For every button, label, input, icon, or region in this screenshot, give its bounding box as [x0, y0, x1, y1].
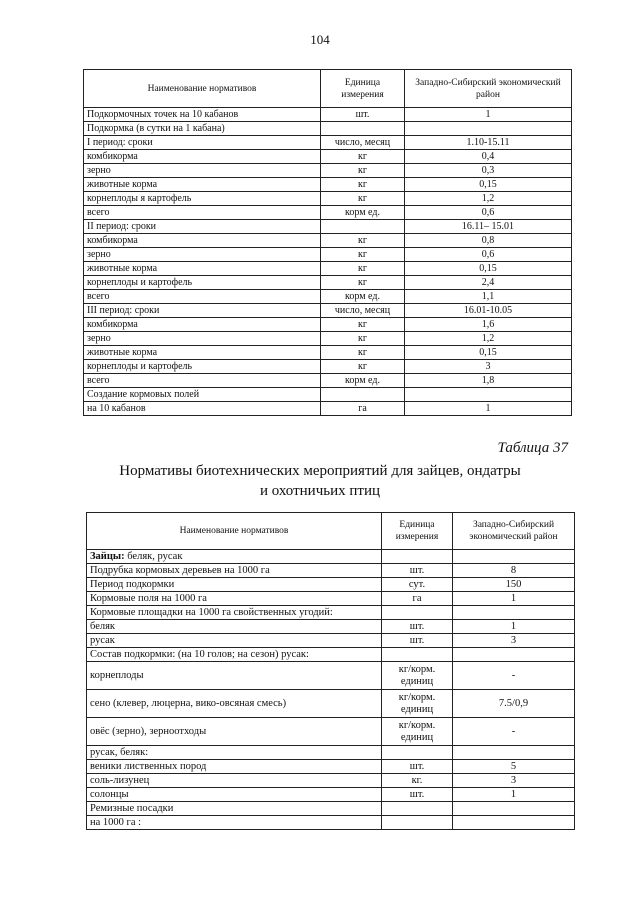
table-row — [84, 388, 572, 402]
table-row — [87, 606, 575, 620]
table-row — [87, 774, 575, 788]
unit-cell: шт. — [321, 108, 405, 122]
header-unit: Единица измерения — [321, 70, 405, 108]
value-cell: 1 — [405, 108, 572, 122]
header-region: Западно-Сибирский экономический район — [405, 70, 572, 108]
value-cell: 150 — [453, 578, 575, 592]
norm-name-cell: Кормовые поля на 1000 га — [87, 592, 382, 606]
unit-cell: сут. — [382, 578, 453, 592]
table-label: Таблица 37 — [497, 440, 568, 456]
unit-cell: кг/корм. единиц — [382, 662, 453, 690]
table-row — [84, 318, 572, 332]
section-species: беляк, русак — [124, 551, 183, 562]
norm-name-cell: солонцы — [87, 788, 382, 802]
norm-name-cell: всего — [84, 374, 321, 388]
norm-name-cell: комбикорма — [84, 318, 321, 332]
norm-name-cell: корнеплоды — [87, 662, 382, 690]
table-title — [0, 461, 640, 501]
norm-name-cell: Период подкормки — [87, 578, 382, 592]
unit-cell: шт. — [382, 788, 453, 802]
unit-cell — [382, 816, 453, 830]
unit-cell — [321, 122, 405, 136]
unit-cell: кг — [321, 178, 405, 192]
value-cell: 1,1 — [405, 290, 572, 304]
unit-cell: кг. — [382, 774, 453, 788]
value-cell — [453, 746, 575, 760]
norm-name-cell: животные корма — [84, 346, 321, 360]
unit-cell: кг — [321, 332, 405, 346]
unit-cell: кг — [321, 192, 405, 206]
table-row — [87, 634, 575, 648]
norm-name-cell: Ремизные посадки — [87, 802, 382, 816]
header-region: Западно-Сибирский экономический район — [453, 513, 575, 550]
unit-cell: шт. — [382, 760, 453, 774]
table-row — [84, 332, 572, 346]
table-row — [84, 220, 572, 234]
unit-cell: га — [382, 592, 453, 606]
table-row — [87, 746, 575, 760]
value-cell: 0,15 — [405, 262, 572, 276]
table-row — [84, 304, 572, 318]
unit-cell: число, месяц — [321, 136, 405, 150]
table-row — [84, 206, 572, 220]
table-title-line-1: Нормативы биотехнических мероприятий для зайцев, ондатры — [119, 463, 521, 479]
header-norm-name: Наименование нормативов — [84, 70, 321, 108]
unit-cell: кг — [321, 318, 405, 332]
norm-name-cell: комбикорма — [84, 234, 321, 248]
value-cell: 3 — [453, 774, 575, 788]
norm-name-cell: животные корма — [84, 178, 321, 192]
table-row — [87, 648, 575, 662]
norm-name-cell: веники лиственных пород — [87, 760, 382, 774]
value-cell: 1 — [453, 788, 575, 802]
table-row — [84, 374, 572, 388]
norm-name-cell: корнеплоды я картофель — [84, 192, 321, 206]
value-cell: 0,15 — [405, 346, 572, 360]
value-cell: - — [453, 718, 575, 746]
section-cell — [87, 550, 382, 564]
table-row — [84, 360, 572, 374]
norm-name-cell: на 10 кабанов — [84, 402, 321, 416]
unit-cell: кг/корм. единиц — [382, 718, 453, 746]
value-cell: 5 — [453, 760, 575, 774]
unit-cell — [382, 802, 453, 816]
norm-name-cell: Подрубка кормовых деревьев на 1000 га — [87, 564, 382, 578]
table-row — [87, 564, 575, 578]
value-cell: 0,6 — [405, 248, 572, 262]
table-row — [84, 108, 572, 122]
table-row — [87, 620, 575, 634]
norm-name-cell: корнеплоды и картофель — [84, 360, 321, 374]
norm-name-cell: животные корма — [84, 262, 321, 276]
value-cell — [453, 550, 575, 564]
value-cell: 16.11– 15.01 — [405, 220, 572, 234]
table-row — [84, 122, 572, 136]
table-title-line-2: и охотничьих птиц — [259, 483, 381, 499]
unit-cell — [382, 550, 453, 564]
value-cell: 1,2 — [405, 332, 572, 346]
table-row — [84, 290, 572, 304]
unit-cell: кг — [321, 262, 405, 276]
norm-name-cell: корнеплоды и картофель — [84, 276, 321, 290]
table-row — [87, 662, 575, 690]
norm-name-cell: зерно — [84, 164, 321, 178]
table-row — [84, 276, 572, 290]
value-cell: 1 — [453, 620, 575, 634]
table-boar-feeding-norms — [83, 69, 572, 416]
value-cell: 1.10-15.11 — [405, 136, 572, 150]
value-cell: 1 — [405, 402, 572, 416]
table-row — [87, 760, 575, 774]
norm-name-cell: на 1000 га : — [87, 816, 382, 830]
value-cell — [453, 802, 575, 816]
table-row — [84, 136, 572, 150]
norm-name-cell: Подкормка (в сутки на 1 кабана) — [84, 122, 321, 136]
table-row — [84, 192, 572, 206]
unit-cell — [382, 606, 453, 620]
value-cell: 1,8 — [405, 374, 572, 388]
unit-cell: кг — [321, 248, 405, 262]
unit-cell — [382, 746, 453, 760]
norm-name-cell: беляк — [87, 620, 382, 634]
value-cell: 1,2 — [405, 192, 572, 206]
value-cell: 7.5/0,9 — [453, 690, 575, 718]
unit-cell: корм ед. — [321, 206, 405, 220]
unit-cell: шт. — [382, 634, 453, 648]
value-cell — [453, 648, 575, 662]
header-unit: Единица измерения — [382, 513, 453, 550]
norm-name-cell: зерно — [84, 332, 321, 346]
norm-name-cell: сено (клевер, люцерна, вико-овсяная смесь) — [87, 690, 382, 718]
norm-name-cell: Состав подкормки: (на 10 голов; на сезон) русак: — [87, 648, 382, 662]
table-row — [84, 164, 572, 178]
unit-cell: число, месяц — [321, 304, 405, 318]
value-cell: 16.01-10.05 — [405, 304, 572, 318]
table-row — [87, 802, 575, 816]
value-cell — [453, 816, 575, 830]
norm-name-cell: овёс (зерно), зерноотходы — [87, 718, 382, 746]
value-cell: 0,3 — [405, 164, 572, 178]
norm-name-cell: II период: сроки — [84, 220, 321, 234]
section-title: Зайцы: — [90, 551, 125, 562]
norm-name-cell: I период: сроки — [84, 136, 321, 150]
value-cell: 3 — [405, 360, 572, 374]
norm-name-cell: комбикорма — [84, 150, 321, 164]
value-cell: 1 — [453, 592, 575, 606]
norm-name-cell: Создание кормовых полей — [84, 388, 321, 402]
value-cell: 0,8 — [405, 234, 572, 248]
value-cell: - — [453, 662, 575, 690]
unit-cell: шт. — [382, 564, 453, 578]
value-cell: 3 — [453, 634, 575, 648]
value-cell — [405, 122, 572, 136]
unit-cell: корм ед. — [321, 290, 405, 304]
norm-name-cell: всего — [84, 206, 321, 220]
table-row — [84, 402, 572, 416]
norm-name-cell: Подкормочных точек на 10 кабанов — [84, 108, 321, 122]
norm-name-cell: III период: сроки — [84, 304, 321, 318]
table-row — [87, 788, 575, 802]
norm-name-cell: русак, беляк: — [87, 746, 382, 760]
norm-name-cell: соль-лизунец — [87, 774, 382, 788]
table-hare-muskrat-bird-norms — [86, 512, 575, 830]
table-row — [87, 578, 575, 592]
unit-cell: кг — [321, 164, 405, 178]
value-cell: 0,4 — [405, 150, 572, 164]
table-row — [87, 592, 575, 606]
value-cell — [453, 606, 575, 620]
value-cell: 1,6 — [405, 318, 572, 332]
unit-cell — [321, 388, 405, 402]
norm-name-cell: Кормовые площадки на 1000 га свойственных угодий: — [87, 606, 382, 620]
table-row — [87, 816, 575, 830]
table-row — [84, 262, 572, 276]
page-number: 104 — [310, 32, 330, 47]
unit-cell: кг — [321, 234, 405, 248]
section-row — [87, 550, 575, 564]
unit-cell: кг — [321, 150, 405, 164]
value-cell: 2,4 — [405, 276, 572, 290]
norm-name-cell: всего — [84, 290, 321, 304]
unit-cell — [321, 220, 405, 234]
norm-name-cell: русак — [87, 634, 382, 648]
unit-cell: кг/корм. единиц — [382, 690, 453, 718]
table-header-row — [87, 513, 575, 550]
table-row — [84, 178, 572, 192]
unit-cell: га — [321, 402, 405, 416]
unit-cell: кг — [321, 346, 405, 360]
unit-cell: кг — [321, 276, 405, 290]
table-row — [84, 346, 572, 360]
table-row — [87, 690, 575, 718]
value-cell: 8 — [453, 564, 575, 578]
table-row — [84, 234, 572, 248]
table-header-row — [84, 70, 572, 108]
unit-cell: шт. — [382, 620, 453, 634]
header-norm-name: Наименование нормативов — [87, 513, 382, 550]
value-cell — [405, 388, 572, 402]
value-cell: 0,6 — [405, 206, 572, 220]
table-row — [84, 248, 572, 262]
table-row — [84, 150, 572, 164]
unit-cell — [382, 648, 453, 662]
unit-cell: корм ед. — [321, 374, 405, 388]
table-row — [87, 718, 575, 746]
value-cell: 0,15 — [405, 178, 572, 192]
norm-name-cell: зерно — [84, 248, 321, 262]
unit-cell: кг — [321, 360, 405, 374]
